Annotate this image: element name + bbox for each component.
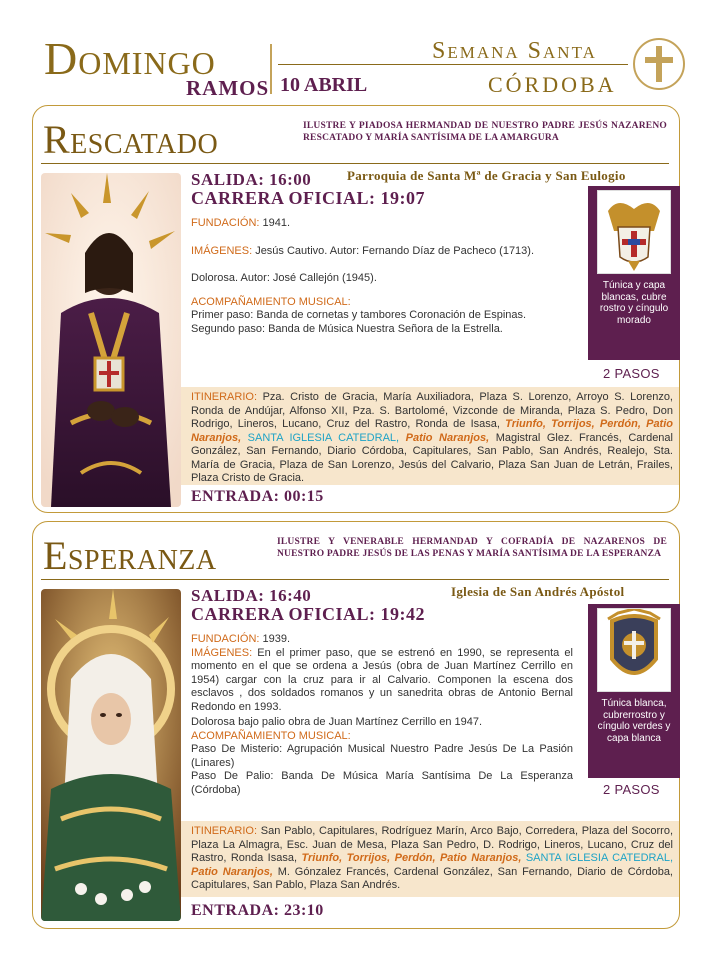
cross-emblem-icon <box>633 38 685 90</box>
tunica-description: Túnica blanca, cubrerrostro y cíngulo verdes y capa blanca <box>597 698 671 744</box>
section-rule <box>41 579 669 580</box>
itinerary <box>181 821 679 897</box>
section-rule <box>41 163 669 164</box>
itinerary-part-e: Magistral Glez. Francés, Cardenal González, San Fernando, Diario Córdoba, Capitulares, San Pablo, San Andrés, Realejo, Sta. María de Gracia, Plaza de San Lorenzo, Jesús del Calvario, Plaza San Juan de Letrán, Frailes, Plaza Cristo de Gracia. <box>191 431 673 484</box>
itinerary-label: ITINERARIO: <box>191 825 258 837</box>
brotherhood-name: ILUSTRE Y PIADOSA HERMANDAD DE NUESTRO PADRE JESÚS NAZARENO RESCATADO Y MARÍA SANTÍSIMA DE LA AMARGURA <box>303 121 667 143</box>
header-divider <box>270 44 272 94</box>
itinerary-part-e: M. Gónzalez Francés, Cardenal González, San Fernando, Diario de Córdoba, Capitulares, San Pablo, Plaza San Andrés. <box>191 865 673 891</box>
imagenes-value: En el primer paso, que se estrenó en 1990, se representa el momento en el que se ordena a Jesús (obra de Juan Martínez Cerrillo en 1954) cargar con la cruz para ir al Calvario. Componen la escena dos esclavos , dos soldados romanos y un sanedrita obras de Antonio Bernal Redondo en 1993. <box>191 646 573 713</box>
event-date: 10 ABRIL <box>280 74 368 96</box>
itinerary-part-b: Triunfo, Torrijos, Perdón, Patio Naranjos, <box>301 852 522 864</box>
itinerary-part-d: Patio Naranjos, <box>405 431 490 444</box>
image-jesus-rescatado <box>41 173 181 507</box>
brand-line-2: CÓRDOBA <box>488 72 617 97</box>
imagenes-value-2: Dolorosa bajo palio obra de Juan Martínez Cerrillo en 1947. <box>191 716 483 728</box>
itinerary-part-a: Pza. Cristo de Gracia, María Auxiliadora, Plaza S. Lorenzo, Arroyo S. Lorenzo, Ronda de Andújar, Alfonso XII, Pza. S. Bartolomé, Vizconde de Miranda, Plaza S. Pedro, Don Rodrigo, Lineros, Lucano, Cruz del Rastro, Ronda de Isasa, <box>191 391 673 430</box>
section-title: Esperanza <box>43 533 217 578</box>
section-rescatado <box>32 105 680 513</box>
itinerary <box>181 387 679 485</box>
fundacion-label: FUNDACIÓN: <box>191 633 260 645</box>
fundacion-label: FUNDACIÓN: <box>191 217 260 229</box>
section-details <box>191 217 581 336</box>
itinerary-part-b: Triunfo, Torrijos, Perdón, Patio Naranjos, <box>191 418 673 444</box>
tunica-box <box>588 186 680 360</box>
brotherhood-name: ILUSTRE Y VENERABLE HERMANDAD Y COFRADÍA DE NAZARENOS DE NUESTRO PADRE JESÚS DE LAS PENAS Y MARÍA SANTÍSIMA DE LA ESPERANZA <box>277 537 667 559</box>
entrada-time: ENTRADA: 23:10 <box>191 902 324 919</box>
itinerary-label: ITINERARIO: <box>191 391 258 403</box>
brotherhood-shield-icon <box>597 190 671 274</box>
itinerary-cathedral: SANTA IGLESIA CATEDRAL, <box>247 431 400 444</box>
musica-line-1: Paso De Misterio: Agrupación Musical Nuestro Padre Jesús De La Pasión (Linares) <box>191 743 573 769</box>
brand-line-1: Semana Santa <box>432 38 597 64</box>
fundacion-value: 1939. <box>262 633 291 645</box>
day-title: Domingo <box>44 33 216 84</box>
section-details <box>191 633 573 797</box>
section-esperanza <box>32 521 680 929</box>
salida-time: SALIDA: 16:40 <box>191 586 312 605</box>
itinerary-cathedral: SANTA IGLESIA CATEDRAL, <box>525 852 674 864</box>
salida-time: SALIDA: 16:00 <box>191 170 312 189</box>
musica-line-2: Segundo paso: Banda de Música Nuestra Señora de la Estrella. <box>191 322 503 335</box>
parroquia-name: Parroquia de Santa Mª de Gracia y San Eulogio <box>347 168 626 183</box>
pasos-count: 2 PASOS <box>603 782 660 797</box>
imagenes-value: Jesús Cautivo. Autor: Fernando Díaz de Pacheco (1713). <box>255 244 535 257</box>
musica-label: ACOMPAÑAMIENTO MUSICAL: <box>191 295 351 308</box>
parroquia-name: Iglesia de San Andrés Apóstol <box>451 584 625 599</box>
carrera-oficial-time: CARRERA OFICIAL: 19:07 <box>191 188 426 208</box>
musica-label: ACOMPAÑAMIENTO MUSICAL: <box>191 729 351 742</box>
imagenes-label: IMÁGENES: <box>191 244 253 257</box>
musica-line-2: Paso De Palio: Banda De Música María Santísima De La Esperanza (Córdoba) <box>191 770 573 796</box>
itinerary-part-d: Patio Naranjos, <box>191 865 273 878</box>
day-subtitle: RAMOS <box>186 76 270 100</box>
pasos-count: 2 PASOS <box>603 366 660 381</box>
tunica-description: Túnica y capa blancas, cubre rostro y cíngulo morado <box>599 280 669 326</box>
section-title: Rescatado <box>43 117 219 162</box>
entrada-time: ENTRADA: 00:15 <box>191 488 324 505</box>
tunica-box <box>588 604 680 778</box>
fundacion-value: 1941. <box>262 217 291 229</box>
carrera-oficial-time: CARRERA OFICIAL: 19:42 <box>191 604 426 624</box>
imagenes-label: IMÁGENES: <box>191 646 253 659</box>
itinerary-part-a: San Pablo, Capitulares, Rodríguez Marín, Arco Bajo, Corredera, Plaza del Socorro, Plaza La Almagra, Esc. Juan de Mesa, Plaza San Pedro, D. Rodrigo, Lineros, Lucano, Cruz del Rastro, Ronda Isasa, <box>191 825 673 864</box>
musica-line-1: Primer paso: Banda de cornetas y tambores Coronación de Espinas. <box>191 309 527 321</box>
image-virgen-esperanza <box>41 589 181 921</box>
brotherhood-shield-icon <box>597 608 671 692</box>
imagenes-value-2: Dolorosa. Autor: José Callejón (1945). <box>191 272 377 284</box>
